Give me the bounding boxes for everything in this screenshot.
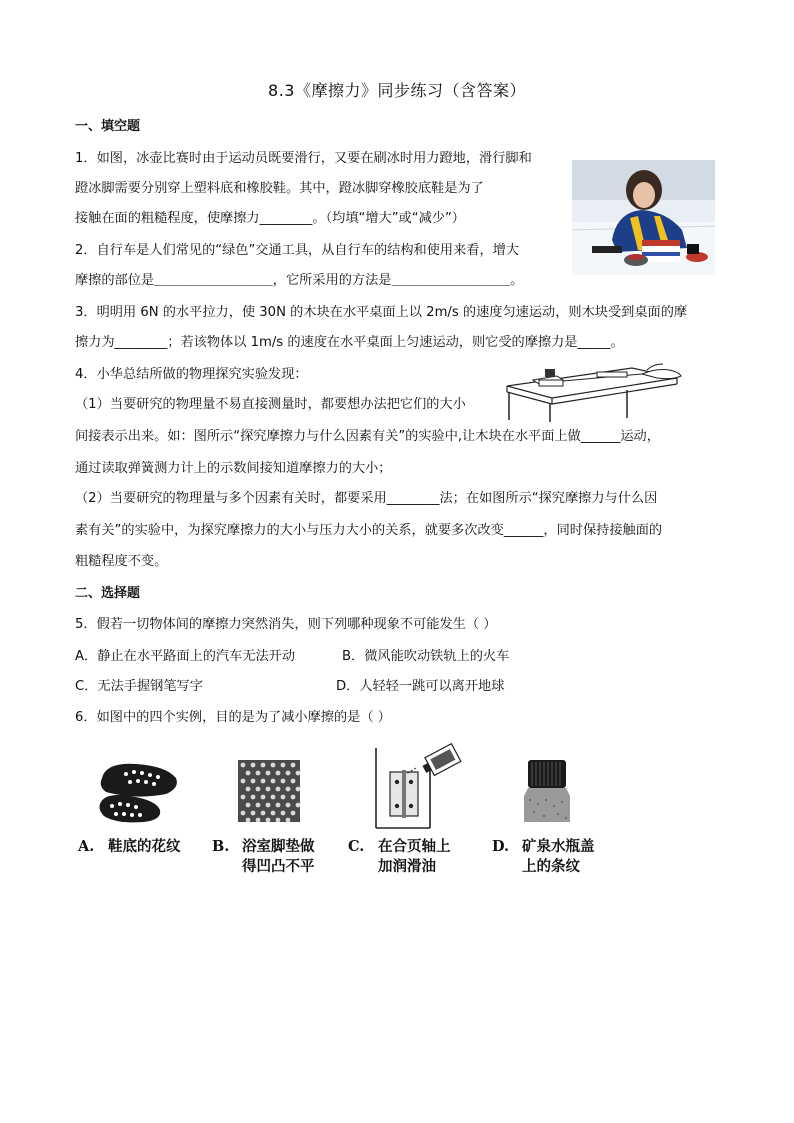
q6-option-c-text-line2: 加润滑油 xyxy=(378,858,436,875)
q6-option-a-text: 鞋底的花纹 xyxy=(108,838,181,855)
shoe-sole-pattern-picture xyxy=(96,758,184,828)
q6-option-c-text-line1: 在合页轴上 xyxy=(378,838,451,855)
q6-option-b xyxy=(212,837,315,877)
q6-option-d-text-line2: 上的条纹 xyxy=(522,858,580,875)
q1-line-2: 蹬冰脚需要分别穿上塑料底和橡胶鞋。其中，蹬冰脚穿橡胶底鞋是为了 xyxy=(75,181,484,196)
q4-line-2: （1）当要研究的物理量不易直接测量时，都要想办法把它们的大小 xyxy=(75,397,466,412)
hinge-oiling-picture xyxy=(372,742,464,830)
section-heading-fill-blank: 一、填空题 xyxy=(75,119,141,134)
q6-option-d-text-line1: 矿泉水瓶盖 xyxy=(522,838,595,855)
q6-option-c xyxy=(348,837,451,877)
q5-option-c: C．无法手握钢笔写字 xyxy=(75,679,203,694)
q6-option-b-letter: B. xyxy=(212,838,230,855)
page-title: 8.3《摩擦力》同步练习（含答案） xyxy=(268,81,526,100)
q2-line-2: 摩擦的部位是＿＿＿＿＿＿＿＿＿，它所采用的方法是＿＿＿＿＿＿＿＿＿。 xyxy=(75,273,524,288)
q3-line-1: 3．明明用 6N 的水平拉力，使 30N 的木块在水平桌面上以 2m/s 的速度匀速运动，则木块受到桌面的摩 xyxy=(75,305,688,320)
q6-option-c-letter: C. xyxy=(348,838,365,855)
q4-line-3: 间接表示出来。如：图所示“探究摩擦力与什么因素有关”的实验中,让木块在水平面上做______运动， xyxy=(75,429,660,444)
q6-option-d xyxy=(492,837,595,877)
curling-athlete-photo xyxy=(572,160,715,275)
q1-line-3: 接触在面的粗糙程度，使摩擦力________。（均填“增大”或“减少”） xyxy=(75,211,465,226)
q2-line-1: 2．自行车是人们常见的“绿色”交通工具，从自行车的结构和使用来看，增大 xyxy=(75,243,520,258)
q1-line-1: 1．如图，冰壶比赛时由于运动员既要滑行，又要在刷冰时用力蹬地，滑行脚和 xyxy=(75,151,532,166)
section-heading-choice: 二、选择题 xyxy=(75,586,141,601)
q5-option-a: A．静止在水平路面上的汽车无法开动 xyxy=(75,649,296,664)
q4-line-7: 粗糙程度不变。 xyxy=(75,554,168,569)
q6-option-a xyxy=(78,837,181,857)
friction-experiment-diagram xyxy=(497,360,687,422)
q3-line-2: 擦力为________；若该物体以 1m/s 的速度在水平桌面上匀速运动，则它受的摩擦力是_____。 xyxy=(75,335,624,350)
q6-option-a-letter: A. xyxy=(78,838,95,855)
bottle-cap-stripes-picture xyxy=(520,760,574,822)
q5-option-d: D．人轻轻一跳可以离开地球 xyxy=(336,679,505,694)
q4-line-6: 素有关”的实验中，为探究摩擦力的大小与压力大小的关系，就要多次改变______，同时保持接触面的 xyxy=(75,523,663,538)
q4-line-4: 通过读取弹簧测力计上的示数间接知道摩擦力的大小； xyxy=(75,461,392,476)
bath-mat-texture-picture xyxy=(238,760,300,822)
q5-stem: 5．假若一切物体间的摩擦力突然消失，则下列哪种现象不可能发生（ ） xyxy=(75,617,497,632)
q6-option-b-text-line1: 浴室脚垫做 xyxy=(242,838,315,855)
q4-line-1: 4．小华总结所做的物理探究实验发现： xyxy=(75,367,308,382)
q4-line-5: （2）当要研究的物理量与多个因素有关时，都要采用________法；在如图所示“探究摩擦力与什么因 xyxy=(75,491,658,506)
q6-option-b-text-line2: 得凹凸不平 xyxy=(242,858,315,875)
q6-option-d-letter: D. xyxy=(492,838,510,855)
q5-option-b: B．微风能吹动铁轨上的火车 xyxy=(342,649,510,664)
q6-stem: 6．如图中的四个实例，目的是为了减小摩擦的是（ ） xyxy=(75,710,391,725)
